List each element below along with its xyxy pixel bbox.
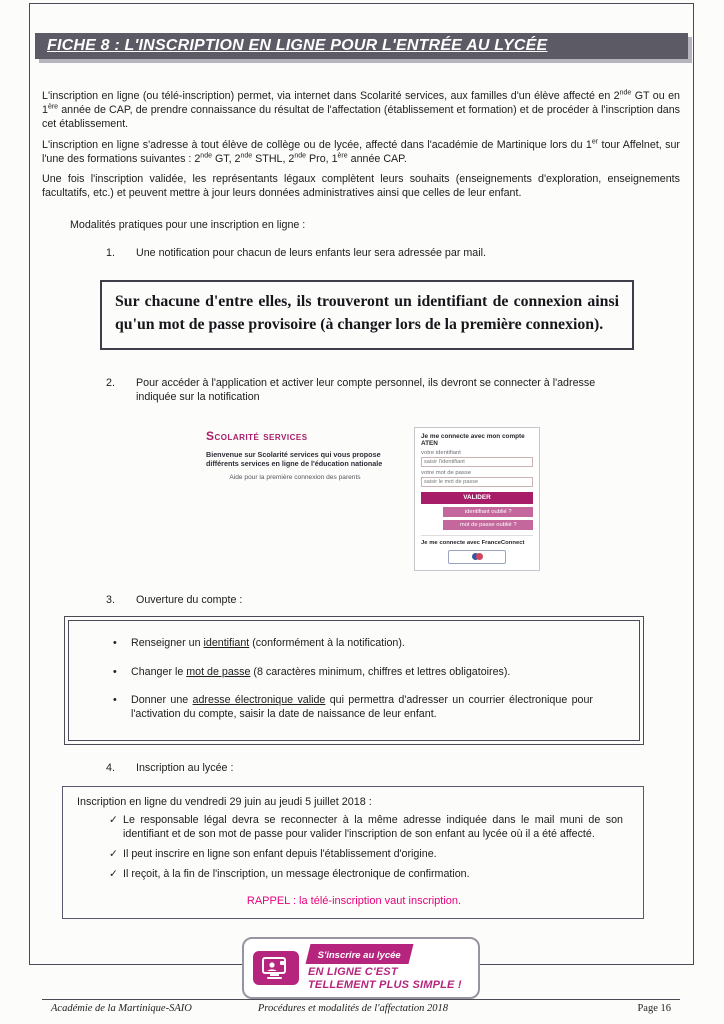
page-title — [35, 33, 688, 59]
text-segment: GT ou en 1 — [42, 90, 680, 117]
page-footer — [42, 999, 680, 1018]
mot-de-passe-oublie-button: mot de passe oublié ? — [443, 520, 533, 530]
scolarite-login-form — [414, 427, 540, 571]
scolarite-help-text: Aide pour la première connexion des parents — [229, 474, 361, 482]
page-frame — [29, 3, 694, 1015]
inscription-item-1-text: Le responsable légal devra se reconnecter à la même adresse indiquée dans le mail muni de son identifiant et de son mot de passe pour valider l'inscription de son enfant au lycée où il a été affecté. — [123, 814, 623, 841]
step-3-number: 3. — [106, 593, 115, 606]
step-2-text: Pour accéder à l'application et activer leur compte personnel, ils devront se connecter à l'adresse indiquée sur la notification — [136, 376, 596, 404]
step-4 — [106, 761, 680, 775]
check-icon: ✓ — [109, 868, 118, 881]
computer-monitor-icon — [253, 951, 299, 985]
superscript: nde — [619, 89, 632, 97]
scolarite-intro-panel — [206, 427, 404, 481]
rappel-notice: RAPPEL : la télé-inscription vaut inscription. — [246, 894, 462, 907]
text-segment: tour Affelnet, sur l'une des formations suivantes : 2 — [42, 138, 680, 165]
text-segment: Renseigner un — [131, 637, 204, 650]
step-4-text: Inscription au lycée : — [136, 761, 234, 774]
bullet-icon: • — [113, 637, 117, 650]
inscription-box-heading: Inscription en ligne du vendredi 29 juin au jeudi 5 juillet 2018 : — [77, 796, 372, 809]
text-segment: L'inscription en ligne (ou télé-inscription) permet, via internet dans Scolarité services, aux familles d'un élève affecté en 2 — [42, 90, 620, 102]
step-3 — [106, 593, 680, 607]
superscript: er — [591, 138, 599, 146]
account-bullet-2 — [113, 665, 619, 679]
franceconnect-title: Je me connecte avec FranceConnect — [421, 539, 525, 546]
bullet-icon: • — [113, 694, 117, 707]
footer-document-title: Procédures et modalités de l'affectation 2018 — [257, 1003, 448, 1015]
franceconnect-section — [421, 535, 533, 564]
identifiant-input — [421, 457, 533, 467]
badge-slogan-line-2: TELLEMENT PLUS SIMPLE ! — [308, 979, 462, 992]
underlined-keyword: adresse électronique valide — [192, 694, 326, 707]
badge-ribbon — [306, 944, 414, 964]
inscription-item-2 — [77, 848, 631, 862]
inscription-item-2-text: Il peut inscrire en ligne son enfant depuis l'établissement d'origine. — [123, 848, 437, 861]
superscript: nde — [200, 152, 212, 160]
superscript: ère — [337, 152, 348, 160]
underlined-keyword: identifiant — [203, 637, 250, 650]
step-1-text: Une notification pour chacun de leurs enfants leur sera adressée par mail. — [136, 246, 486, 259]
franceconnect-logo — [448, 550, 506, 564]
badge-slogan-line-1: EN LIGNE C'EST — [308, 965, 398, 978]
badge-ribbon-text: S'inscrire au lycée — [317, 949, 401, 961]
text-segment: L'inscription en ligne s'adresse à tout élève de collège ou de lycée, affecté dans l'académie de Martinique lors du 1 — [42, 138, 592, 151]
account-bullet-3 — [113, 693, 619, 722]
superscript: nde — [294, 152, 307, 160]
login-form-title: Je me connecte avec mon compte ATEN — [421, 432, 525, 447]
text-segment: Changer le — [131, 665, 187, 678]
check-icon: ✓ — [109, 814, 118, 827]
page-title-text: FICHE 8 : L'INSCRIPTION EN LIGNE POUR L'ENTRÉE AU LYCÉE — [47, 37, 548, 54]
check-icon: ✓ — [109, 848, 118, 861]
footer-page-number: Page 16 — [637, 1003, 671, 1015]
valider-button: VALIDER — [421, 492, 533, 504]
scolarite-services-screenshot — [206, 427, 680, 571]
text-segment: Donner une — [131, 694, 193, 707]
intro-paragraph-3: Une fois l'inscription validée, les représentants légaux complètent leurs souhaits (enseignements d'exploration, enseignements facultatifs, etc.) et peuvent mettre à jour leurs données administratives ainsi que celles de leur enfant. — [42, 173, 680, 200]
text-segment: année CAP. — [347, 152, 407, 165]
inscription-item-1 — [77, 814, 631, 842]
text-segment: (conformément à la notification). — [249, 637, 405, 650]
bullet-icon: • — [113, 665, 117, 678]
identifiant-label: votre identifiant — [421, 449, 461, 456]
text-segment: année de CAP, de prendre connaissance du résultat de l'affectation (établissement et formation) et de procéder à l'inscription dans cet établissement. — [42, 104, 680, 131]
text-segment: STHL, 2 — [252, 152, 295, 165]
step-4-number: 4. — [106, 761, 115, 774]
highlight-box: Sur chacune d'entre elles, ils trouveront un identifiant de connexion ainsi qu'un mot de passe provisoire (à changer lors de la première connexion). — [100, 280, 634, 350]
intro-paragraph-1 — [42, 89, 680, 132]
step-2 — [106, 376, 680, 405]
text-segment: qui permettra d'adresser un courrier électronique pour l'activation du compte, saisir la date de naissance de leur enfant. — [131, 694, 593, 721]
mot-de-passe-input — [421, 477, 533, 487]
badge-text-block — [308, 944, 462, 992]
intro-paragraph-2 — [42, 138, 680, 166]
inscription-item-3 — [77, 868, 631, 882]
footer-academy: Académie de la Martinique-SAIO — [51, 1003, 192, 1015]
scolarite-services-logo: Scolarité services — [206, 428, 308, 443]
badge-slogan — [308, 966, 462, 992]
identifiant-oublie-button: identifiant oublié ? — [443, 507, 533, 517]
text-segment: Pro, 1 — [306, 152, 338, 165]
modalites-line: Modalités pratiques pour une inscription en ligne : — [70, 218, 306, 231]
superscript: nde — [240, 152, 253, 160]
mot-de-passe-label: votre mot de passe — [421, 469, 472, 476]
inscription-item-3-text: Il reçoit, à la fin de l'inscription, un message électronique de confirmation. — [123, 868, 470, 881]
page-content — [30, 59, 693, 1018]
scolarite-welcome-text: Bienvenue sur Scolarité services qui vous propose différents services en ligne de l'éducation nationale — [206, 449, 383, 469]
step-1 — [106, 246, 680, 260]
step-1-number: 1. — [106, 246, 115, 259]
text-segment: (8 caractères minimum, chiffres et lettres obligatoires). — [250, 665, 511, 678]
account-bullet-1 — [113, 636, 619, 650]
sinscrire-au-lycee-badge — [242, 937, 480, 999]
franceconnect-logo-red-dot — [476, 553, 483, 560]
superscript: ère — [47, 103, 59, 111]
text-segment: GT, 2 — [211, 152, 241, 165]
account-opening-box — [68, 620, 640, 741]
inscription-box — [62, 786, 644, 919]
step-3-text: Ouverture du compte : — [136, 593, 243, 606]
underlined-keyword: mot de passe — [186, 665, 251, 678]
step-2-number: 2. — [106, 376, 115, 389]
